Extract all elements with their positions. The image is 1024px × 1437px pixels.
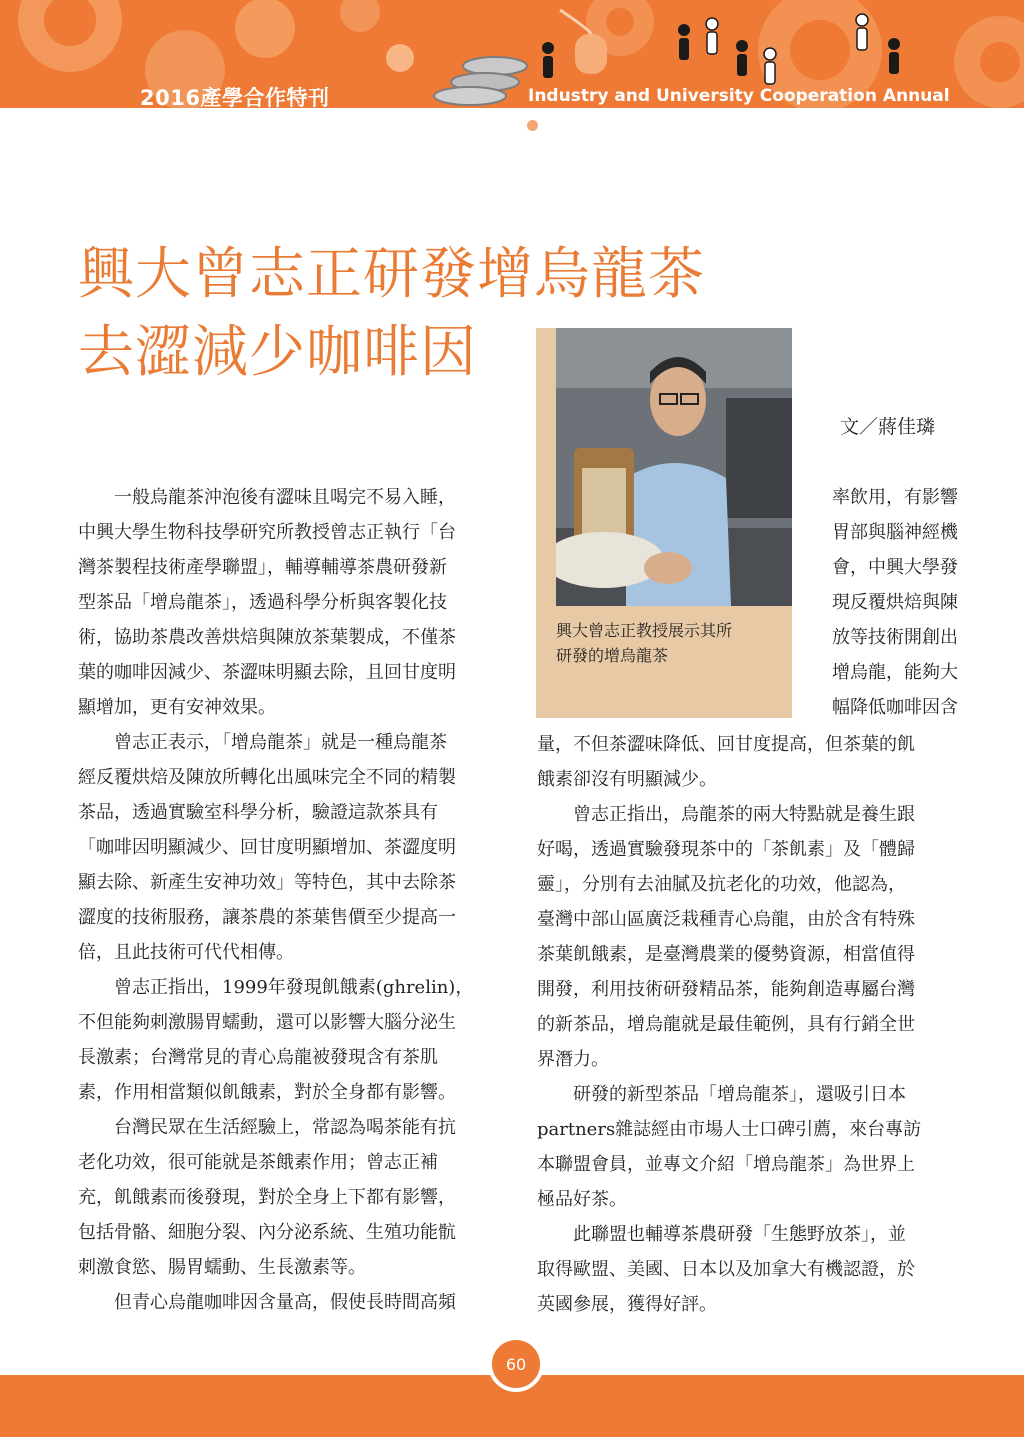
- text-line: 增烏龍，能夠大: [832, 662, 958, 683]
- text-line: 葉的咖啡因減少、茶澀味明顯去除，且回甘度明: [78, 662, 456, 683]
- text-line: 餓素卻沒有明顯減少。: [537, 769, 717, 790]
- caption-line: 研發的增烏龍茶: [556, 646, 669, 665]
- text-line: 胃部與腦神經機: [832, 522, 958, 543]
- text-line: 素，作用相當類似飢餓素，對於全身都有影響。: [78, 1082, 456, 1103]
- text-line: 台灣民眾在生活經驗上，常認為喝茶能有抗: [78, 1117, 456, 1138]
- text-line: 靈」，分別有去油膩及抗老化的功效，他認為，: [537, 874, 906, 895]
- text-line: 本聯盟會員，並專文介紹「增烏龍茶」為世界上: [537, 1154, 915, 1175]
- text-line: 刺激食慾、腸胃蠕動、生長激素等。: [78, 1257, 366, 1278]
- annual-subtitle: Industry and University Cooperation Annual: [528, 86, 950, 106]
- author-byline: 文／蔣佳璘: [840, 416, 936, 438]
- person-icon: [542, 42, 554, 78]
- text-line: 顯增加，更有安神效果。: [78, 697, 276, 718]
- text-line: 開發，利用技術研發精品茶，能夠創造專屬台灣: [537, 979, 915, 1000]
- body-column-right: [537, 727, 957, 1322]
- text-line: 術，協助茶農改善烘焙與陳放茶葉製成，不僅茶: [78, 627, 456, 648]
- text-line: 型茶品「增烏龍茶」，透過科學分析與客製化技: [78, 592, 447, 613]
- photo-illustration: [556, 328, 792, 606]
- text-line: 取得歐盟、美國、日本以及加拿大有機認證，於: [537, 1259, 915, 1280]
- caption-line: 興大曾志正教授展示其所: [556, 621, 733, 640]
- text-line: 臺灣中部山區廣泛栽種青心烏龍，由於含有特殊: [537, 909, 915, 930]
- text-line: 曾志正表示，「增烏龍茶」就是一種烏龍茶: [78, 732, 447, 753]
- deco-circle-icon: [386, 44, 414, 72]
- text-line: 英國參展，獲得好評。: [537, 1294, 717, 1315]
- text-line: 中興大學生物科技學研究所教授曾志正執行「台: [78, 522, 456, 543]
- text-line: 率飲用，有影響: [832, 487, 958, 508]
- text-line: 「咖啡因明顯減少、回甘度明顯增加、茶澀度明: [78, 837, 456, 858]
- text-line: 現反覆烘焙與陳: [832, 592, 958, 613]
- decorative-dot: [527, 120, 538, 131]
- person-icon: [764, 48, 776, 84]
- text-line: 但青心烏龍咖啡因含量高，假使長時間高頻: [78, 1292, 456, 1313]
- text-line: 茶葉飢餓素，是臺灣農業的優勢資源，相當值得: [537, 944, 915, 965]
- text-line: 灣茶製程技術產學聯盟」，輔導輔導茶農研發新: [78, 557, 447, 578]
- text-line: 的新茶品，增烏龍就是最佳範例，具有行銷全世: [537, 1014, 915, 1035]
- text-line: 包括骨骼、細胞分裂、內分泌系統、生殖功能骯: [78, 1222, 456, 1243]
- photo-caption-box: [536, 328, 792, 718]
- coin-stack-icon: [434, 57, 527, 105]
- person-icon: [888, 38, 900, 74]
- text-line: 量，不但茶澀味降低、回甘度提高，但茶葉的飢: [537, 734, 915, 755]
- text-line: 研發的新型茶品「增烏龍茶」，還吸引日本: [537, 1084, 906, 1105]
- header-banner: [0, 0, 1024, 108]
- text-line: 澀度的技術服務，讓茶農的茶葉售價至少提高一: [78, 907, 456, 928]
- professor-photo: [556, 328, 792, 606]
- text-line: 老化功效，很可能就是茶餓素作用；曾志正補: [78, 1152, 438, 1173]
- text-line: 不但能夠刺激腸胃蠕動，還可以影響大腦分泌生: [78, 1012, 456, 1033]
- text-line: partners雜誌經由市場人士口碑引薦，來台專訪: [537, 1119, 922, 1140]
- text-line: 極品好茶。: [537, 1189, 627, 1210]
- gear-icon: [954, 16, 1024, 108]
- text-line: 界潛力。: [537, 1049, 609, 1070]
- text-line: 此聯盟也輔導茶農研發「生態野放茶」，並: [537, 1224, 906, 1245]
- deco-circle-icon: [235, 0, 295, 58]
- text-line: 長激素；台灣常見的青心烏龍被發現含有茶肌: [78, 1047, 438, 1068]
- text-line: 放等技術開創出: [832, 627, 958, 648]
- page-number-badge: [488, 1336, 544, 1392]
- page-number: 60: [505, 1354, 527, 1374]
- annual-title: 2016產學合作特刊: [140, 86, 330, 108]
- photo-caption: [556, 618, 784, 668]
- text-line: 茶品，透過實驗室科學分析，驗證這款茶具有: [78, 802, 438, 823]
- text-line: 充，飢餓素而後發現，對於全身上下都有影響，: [78, 1187, 456, 1208]
- person-icon: [678, 24, 690, 60]
- text-line: 一般烏龍茶沖泡後有澀味且喝完不易入睡，: [78, 487, 456, 508]
- text-line: 曾志正指出，烏龍茶的兩大特點就是養生跟: [537, 804, 915, 825]
- text-line: 經反覆烘焙及陳放所轉化出風味完全不同的精製: [78, 767, 456, 788]
- text-line: 倍，且此技術可代代相傳。: [78, 942, 294, 963]
- text-line: 幅降低咖啡因含: [832, 697, 958, 718]
- text-line: 顯去除、新產生安神功效」等特色，其中去除茶: [78, 872, 456, 893]
- person-icon: [736, 40, 748, 76]
- text-line: 曾志正指出，1999年發現飢餓素(ghrelin)，: [78, 977, 474, 998]
- body-column-narrow: [810, 480, 958, 725]
- body-column-left: [78, 480, 498, 1320]
- person-icon: [706, 18, 718, 54]
- deco-circle-icon: [340, 0, 380, 32]
- person-icon: [856, 14, 868, 50]
- text-line: 好喝，透過實驗發現茶中的「茶飢素」及「體歸: [537, 839, 915, 860]
- text-line: 會，中興大學發: [832, 557, 958, 578]
- title-line: 興大曾志正研發增烏龍茶: [78, 242, 705, 307]
- title-line: 去澀減少咖啡因: [78, 320, 477, 385]
